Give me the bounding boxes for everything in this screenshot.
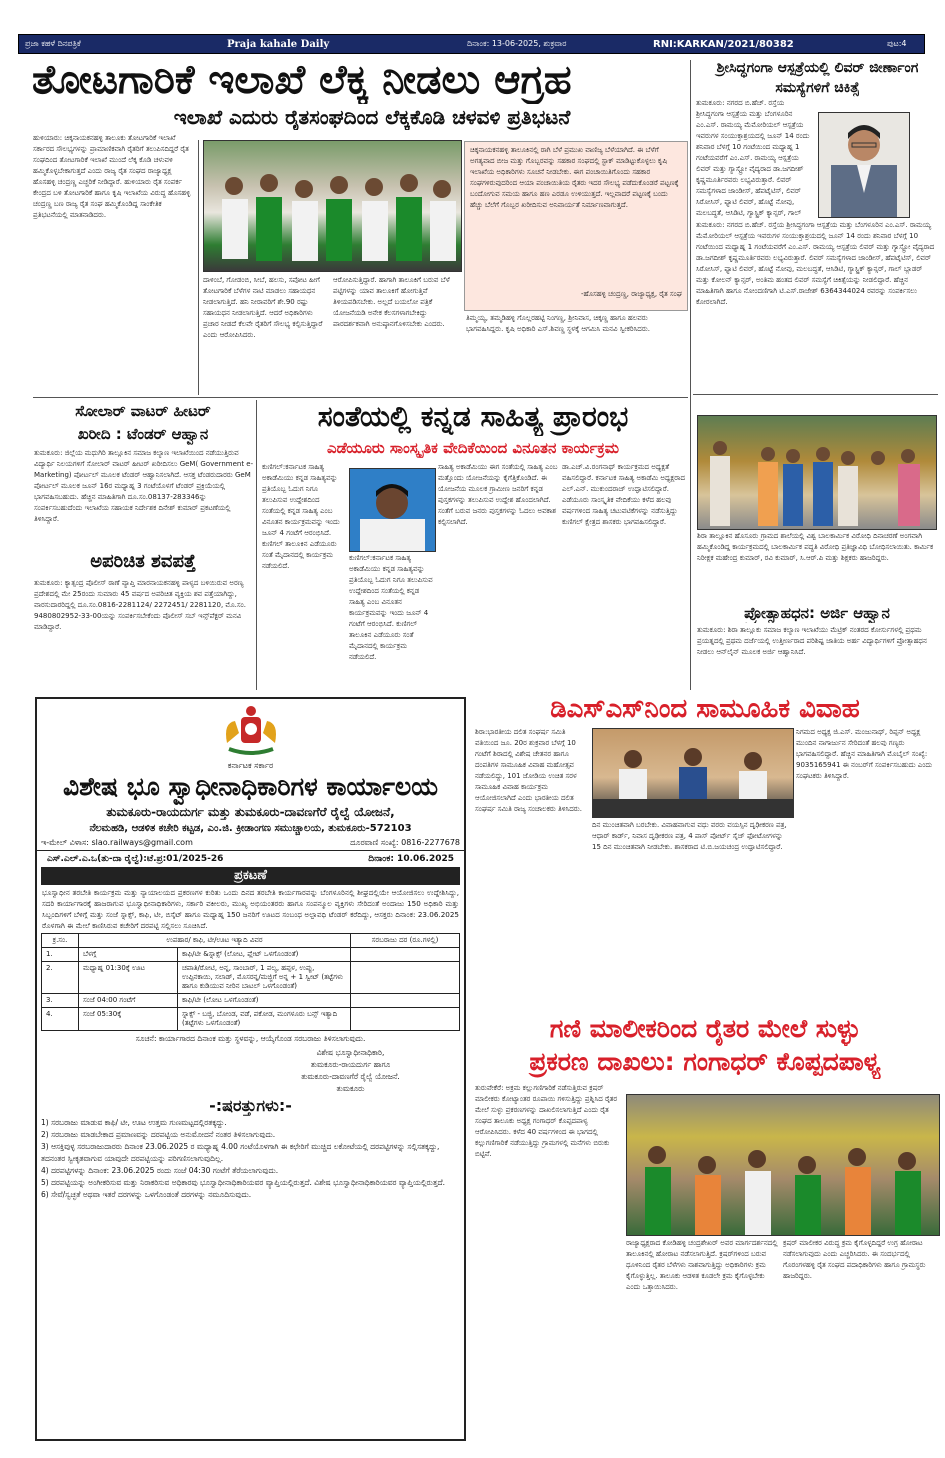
- hospital-body: ತುಮಕೂರು: ನಗರದ ಬಿ.ಹೆಚ್. ರಸ್ತೆಯ ಶ್ರೀಸಿದ್ಧಗಂಗಾ ಆಸ್ಪತ್ರೆಯ ಮತ್ತು ಬೆಂಗಳೂರಿನ ಎಂ.ಎಸ್. ರಾಮಯ್ಯ ಮೆಮೋರಿಯಲ್ ಆಸ್ಪತ್ರೆಯ ಇವರುಗಳ ಸಂಯುಕ್ತಾಶ್ರಯದಲ್ಲಿ ಜೂನ್ 14 ರಂದು ಶನಿವಾರ ಬೆಳಗ್ಗೆ 10 ಗಂಟೆಯಿಂದ ಮಧ್ಯಾಹ್ನ 1 ಗಂಟೆಯವರೆಗೆ ಎಂ.ಎಸ್. ರಾಮಯ್ಯ ಆಸ್ಪತ್ರೆಯ ಲಿವರ್ ಮತ್ತು ಗ್ಯಾಸ್ಟ್ರೋ ವೈದ್ಯರಾದ ಡಾ.ಜಗದೀಶ್ ಕೃಷ್ಣಮೂರ್ತಿರವರು ಲಭ್ಯವಿರುತ್ತಾರೆ. ಲಿವರ್ ಸಮಸ್ಯೆಗಳಾದ ಜಾಂಡೀಸ್, ಹೆಪಟೈಟಿಸ್, ಲಿವರ್ ಸಿರೋಸಿಸ್, ಫ್ಯಾಟಿ ಲಿವರ್, ಹೊಟ್ಟೆ ನೋವು, ಮಲಬದ್ಧತೆ, ಆಸಿಡಿಟಿ, ಗ್ಯಾಸ್ಟ್ರಿಕ್ ಕ್ಯಾನ್ಸರ್, ಗಾಲ್ ಬ್ಲಾಡರ್ ಮತ್ತು ಕೋಲನ್ ಕ್ಯಾನ್ಸರ್, ಅಂತಿಮ ಹಂತದ ಲಿವರ್ ಸಮಸ್ಯೆಗೆ ಚಿಕಿತ್ಸೆಯನ್ನು ನೀಡಲಿದ್ದಾರೆ. ಹೆಚ್ಚಿನ ಮಾಹಿತಿಗಾಗಿ ಹಾಗೂ ನೋಂದಣಿಗಾಗಿ ಟಿ.ಎಸ್.ರಾಜೇಶ್ 6364344024 ರವರನ್ನು ಸಂಪರ್ಕಿಸಲು ಕೋರಲಾಗಿದೆ.: [696, 221, 935, 306]
- kannada-column-2: ಸಾಹಿತ್ಯ ಅಕಾಡೆಮಿಯು ಈಗ ಸಂತೆಯಲ್ಲಿ ಸಾಹಿತ್ಯ ಎಂಬ ಮತ್ತೊಂದು ಯೋಜನೆಯನ್ನು ಕೈಗೆತ್ತಿಕೊಂಡಿದೆ. ಈ ಯೋಜನೆಯ ಮೂಲಕ ಗ್ರಾಮೀಣ ಜನರಿಗೆ ಕನ್ನಡ ಪುಸ್ತಕಗಳನ್ನು ತಲುಪಿಸುವ ಉದ್ದೇಶ ಹೊಂದಲಾಗಿದೆ. ಸಂತೆಗೆ ಬರುವ ಜನರು ಪುಸ್ತಕಗಳನ್ನು ಓದಲು ಅವಕಾಶ ಕಲ್ಪಿಸಲಾಗಿದೆ.: [438, 463, 558, 526]
- press-meet-image: [593, 729, 793, 817]
- office-address: ನೆಲಮಹಡಿ, ಆಡಳಿತ ಕಚೇರಿ ಕಟ್ಟಡ, ಎಂ.ಜಿ. ಕ್ರೀಡಾಂಗಣ ಸಮುಚ್ಚಾಲಯ, ತುಮಕೂರು-572103: [89, 823, 412, 834]
- conditions-list: [37, 1117, 464, 1201]
- header-rate: ಸರಬರಾಜು ದರ (ರೂ.ಗಳಲ್ಲಿ): [351, 934, 460, 948]
- signature-line: ತುಮಕೂರು: [336, 1084, 365, 1093]
- row-item: ಕಾಫಿ/ಟೀ (ಲೋಟ ಒಳಗೊಂಡಂತೆ): [178, 994, 351, 1008]
- govt-name: ಕರ್ನಾಟಕ ಸರ್ಕಾರ: [227, 761, 274, 770]
- table-row: [42, 994, 460, 1008]
- quote-box-signature: -ಹೊಸಹಳ್ಳಿ ಚಂದ್ರಣ್ಣ, ರಾಜ್ಯಾಧ್ಯಕ್ಷ, ರೈತ ಸಂಘ: [580, 290, 682, 298]
- table-header-row: [42, 934, 460, 948]
- mine-column-3: ಕ್ರಷರ್ ಮಾಲೀಕರ ವಿರುದ್ಧ ಕ್ರಮ ಕೈಗೊಳ್ಳದಿದ್ದರೆ ಉಗ್ರ ಹೋರಾಟ ನಡೆಸಲಾಗುವುದು ಎಂದು ಎಚ್ಚರಿಸಿದರು. ಈ ಸಂದರ್ಭದಲ್ಲಿ ಗೊರಂಗಳಹಳ್ಳಿ ರೈತ ಸಂಘದ ಪದಾಧಿಕಾರಿಗಳು ಹಾಗೂ ಗ್ರಾಮಸ್ಥರು ಹಾಜರಿದ್ದರು.: [783, 1239, 926, 1280]
- condition-item: 5) ದರಪಟ್ಟಿಯನ್ನು ಅಂಗೀಕರಿಸುವ ಮತ್ತು ನಿರಾಕರಿಸುವ ಅಧಿಕಾರವು ಭೂಸ್ವಾಧೀನಾಧಿಕಾರಿಯವರ ವ್ಯಾಪ್ತಿಯಲ್ಲಿರುತ್ತದೆ. ವಿಶೇಷ ಭೂಸ್ವಾಧೀನಾಧಿಕಾರಿಯವರ ವ್ಯಾಪ್ತಿಯಲ್ಲಿರುತ್ತದೆ.: [41, 1178, 446, 1187]
- mine-protest-photo: [626, 1094, 940, 1236]
- doctor-portrait-image: [819, 113, 909, 217]
- condition-item: 2) ಸರಬರಾಜು ಮಾಡಬೇಕಾದ ಪ್ರಮಾಣವನ್ನು ದರಪಟ್ಟಿಯ ಅನುಮೋದನೆ ನಂತರ ತಿಳಿಸಲಾಗುವುದು.: [41, 1130, 276, 1139]
- mine-column-1: ತುರುವೇಕೆರೆ: ಅಕ್ರಮ ಕಲ್ಲುಗಣಿಗಾರಿಕೆ ನಡೆಸುತ್ತಿರುವ ಕ್ರಷರ್ ಮಾಲೀಕರು ಕೋಟ್ಯಾಂತರ ರೂಪಾಯಿ ಗಳಿಸುತ್ತಿದ್ದು ಪ್ರಶ್ನಿಸಿದ ರೈತರ ಮೇಲೆ ಸುಳ್ಳು ಪ್ರಕರಣಗಳನ್ನು ದಾಖಲಿಸಲಾಗುತ್ತಿದೆ ಎಂದು ರೈತ ಸಂಘದ ತಾಲೂಕು ಅಧ್ಯಕ್ಷ ಗಂಗಾಧರ್ ಕೊಪ್ಪದಪಾಳ್ಯ ಆರೋಪಿಸಿದರು. ಕಳೆದ 40 ವರ್ಷಗಳಿಂದ ಈ ಭಾಗದಲ್ಲಿ ಕಲ್ಲುಗಣಿಗಾರಿಕೆ ನಡೆಯುತ್ತಿದ್ದು ಗ್ರಾಮಗಳಲ್ಲಿ ಮನೆಗಳು ಬಿರುಕು ಬಿಟ್ಟಿವೆ.: [475, 1084, 618, 1158]
- lead-quote-box: [464, 141, 688, 311]
- table-row: [42, 1008, 460, 1031]
- tender-advertisement: [35, 697, 466, 1441]
- signature-line: ತುಮಕೂರು-ರಾಯದುರ್ಗ ಹಾಗೂ: [310, 1060, 391, 1069]
- speaker-photo: [349, 468, 436, 552]
- quote-box-text: ಚಿಕ್ಕನಾಯಕನಹಳ್ಳಿ ತಾಲೂಕಿನಲ್ಲಿ ರಾಗಿ ಬೆಳೆ ಪ್ರಮುಖ ವಾಣಿಜ್ಯ ಬೆಳೆಯಾಗಿದೆ. ಈ ಬೆಳೆಗೆ ಅಗತ್ಯವಾದ ಬೀಜ ಮತ್ತು ಗೊಬ್ಬರವನ್ನು ಸಹಕಾರ ಸಂಘದಲ್ಲಿ ಸ್ಟಾಕ್ ಮಾಡಿಟ್ಟುಕೊಳ್ಳಲು ಕೃಷಿ ಇಲಾಖೆಯ ಅಧಿಕಾರಿಗಳು ಸೂಚನೆ ನೀಡಬೇಕು. ಈಗ ಪಂಚಾಯಿತಿಗೊಂದು ಸಹಕಾರ ಸಂಘಗಳಿರುವುದರಿಂದ ಆಯಾ ಪಂಚಾಯಿತಿಯ ರೈತರು ಇದರ ಸೌಲಭ್ಯ ಪಡೆದುಕೊಂಡರೆ ಪಟ್ಟಣಕ್ಕೆ ಬಂದೋಗುವ ಸಮಯ ಹಾಗೂ ಹಣ ಎರಡೂ ಉಳಿಯುತ್ತದೆ. ಇಲ್ಲವಾದರೆ ಪಟ್ಟಣಕ್ಕೆ ಬಂದು ಹೆಚ್ಚು ಬೆಲೆಗೆ ಗೊಬ್ಬರ ಖರೀದಿಸುವ ಅನಿವಾರ್ಯತೆ ನಿರ್ಮಾಣವಾಗುತ್ತದೆ.: [470, 146, 679, 209]
- row-item: ಕಾಫಿ/ಟೀ &ಸ್ನಾಕ್ಸ್ (ಲೋಟ, ಪ್ಲೇಟ್ ಒಳಗೊಂಡಂತೆ): [178, 948, 351, 962]
- condition-item: 6) ಸೇವೆ/ಸ್ವಚ್ಛತೆ ಅಥವಾ ಇತರೆ ದರಗಳನ್ನು ಒಳಗೊಂಡಂತೆ ದರಗಳನ್ನು ನಮೂದಿಸುವುದು.: [41, 1190, 252, 1199]
- kannada-column-1: ಕುಣಿಗಲ್:ಕರ್ನಾಟಕ ಸಾಹಿತ್ಯ ಅಕಾಡೆಮಿಯು ಕನ್ನಡ ಸಾಹಿತ್ಯವನ್ನು ಪ್ರತಿಯೊಬ್ಬ ಓದುಗ ನಿಗೂ ತಲುಪಿಸುವ ಉದ್ದೇಶದಿಂದ ಸಂತೆಯಲ್ಲಿ ಕನ್ನಡ ಸಾಹಿತ್ಯ ಎಂಬ ವಿನೂತನ ಕಾರ್ಯಕ್ರಮವನ್ನು ಇಂದು ಜೂನ್ 4 ಗಂಟೆಗೆ ಆರಂಭಿಸಿದೆ. ಕುಣಿಗಲ್ ತಾಲೂಕಿನ ಎಡೆಯೂರು ಸಂತೆ ಮೈದಾನದಲ್ಲಿ ಕಾರ್ಯಕ್ರಮ ನಡೆಯಲಿದೆ.: [262, 463, 340, 570]
- row-rate: [351, 1008, 460, 1031]
- masthead-paper-name: Praja kahale Daily: [227, 38, 330, 50]
- lead-column-3: ಆರೋಪಿಸುತ್ತಿದ್ದಾರೆ. ಹಾಗಾಗಿ ತಾಲೂಕಿಗೆ ಬರುವ ಬೆಳೆ ಪಟ್ಟಿಗಳನ್ನು ಯಾವ ತಾಲೂಕಿಗೆ ಹೋಗುತ್ತಿವೆ ತಿಳಿಯಪಡಿಸಬೇಕು. ಅಲ್ಲದೆ ಬಯಲೋ ಪತ್ರಿಕೆ ಯೋಜನೆಯಡಿ ಅನೇಕ ಕೆಲಸಗಳಾಗಬೇಕಿದ್ದು ಪಾರದರ್ಶಕವಾಗಿ ಅನುಷ್ಠಾನಗೊಳಿಸಬೇಕು ಎಂದರು.: [333, 276, 450, 328]
- doctor-photo: [818, 112, 910, 218]
- mine-headline-line-1: ಗಣಿ ಮಾಲೀಕರಿಂದ ರೈತರ ಮೇಲೆ ಸುಳ್ಳು: [549, 1014, 861, 1043]
- farmers-protest-image: [627, 1095, 939, 1235]
- kannada-headline: ಸಂತೆಯಲ್ಲಿ ಕನ್ನಡ ಸಾಹಿತ್ಯ ಪ್ರಾರಂಭ: [317, 400, 629, 433]
- speaker-portrait-image: [350, 469, 435, 551]
- signature-line: ತುಮಕೂರು-ದಾವಣಗೆರೆ ರೈಲ್ವೆ ಯೋಜನೆ.: [301, 1072, 400, 1081]
- office-phone: ದೂರವಾಣಿ ಸಂಖ್ಯೆ: 0816-2277678: [350, 838, 460, 847]
- kannada-subheadline: ಎಡೆಯೂರು ಸಾಂಸ್ಕೃತಿಕ ವೇದಿಕೆಯಿಂದ ವಿನೂತನ ಕಾರ್ಯಕ್ರಮ: [326, 439, 620, 457]
- mine-column-2: ರಾಜ್ಯಾಧ್ಯಕ್ಷರಾದ ಕೋಡಿಹಳ್ಳಿ ಚಂದ್ರಶೇಖರ್ ಅವರ ಮಾರ್ಗದರ್ಶನದಲ್ಲಿ ತಾಲೂಕಿನಲ್ಲಿ ಹೋರಾಟ ನಡೆಸಲಾಗುತ್ತಿದೆ. ಕ್ರಷರ್‌ಗಳಿಂದ ಬರುವ ಧೂಳಿನಿಂದ ರೈತರ ಬೆಳೆಗಳು ನಾಶವಾಗುತ್ತಿದ್ದು ಅಧಿಕಾರಿಗಳು ಕ್ರಮ ಕೈಗೊಳ್ಳುತ್ತಿಲ್ಲ. ತಾಲೂಕು ಆಡಳಿತ ಕೂಡಲೇ ಕ್ರಮ ಕೈಗೊಳ್ಳಬೇಕು ಎಂದು ಒತ್ತಾಯಿಸಿದರು.: [626, 1239, 778, 1291]
- masthead-rni: RNI:KARKAN/2021/80382: [653, 38, 794, 50]
- solar-body: ತುಮಕೂರು: ಜಿಲ್ಲೆಯ ಮಧುಗಿರಿ ತಾಲ್ಲೂಕಿನ ಸಮಾಜ ಕಲ್ಯಾಣ ಇಲಾಖೆಯಿಂದ ನಡೆಯುತ್ತಿರುವ ವಿದ್ಯಾರ್ಥಿ ನಿಲಯಗಳಿಗೆ ಸೋಲಾರ್ ವಾಟರ್ ಹೀಟರ್ ಖರೀದಿಸಲು GeM( Government e-Marketing) ಪೋರ್ಟಲ್ ಮೂಲಕ ಟೆಂಡರ್ ಆಹ್ವಾನಿಸಲಾಗಿದೆ. ಆಸಕ್ತ ಟೆಂಡರುದಾರರು GeM ಪೋರ್ಟಲ್ ಮೂಲಕ ಜೂನ್ 16ರ ಮಧ್ಯಾಹ್ನ 3 ಗಂಟೆಯೊಳಗೆ ಟೆಂಡರ್ ಪ್ರಕ್ರಿಯೆಯಲ್ಲಿ ಭಾಗವಹಿಸಬಹುದು. ಹೆಚ್ಚಿನ ಮಾಹಿತಿಗಾಗಿ ದೂ.ಸಂ.08137-283346ನ್ನು ಸಂಪರ್ಕಿಸಬಹುದೆಂದು ಇಲಾಖೆಯ ಸಹಾಯಕ ನಿರ್ದೇಶಕ ದಿನೇಶ್ ಕುಮಾರ್ ಪ್ರಕಟಣೆಯಲ್ಲಿ ತಿಳಿಸಿದ್ದಾರೆ.: [34, 449, 254, 523]
- kannada-column-1-cont: ಕುಣಿಗಲ್:ಕರ್ನಾಟಕ ಸಾಹಿತ್ಯ ಅಕಾಡೆಮಿಯು ಕನ್ನಡ ಸಾಹಿತ್ಯವನ್ನು ಪ್ರತಿಯೊಬ್ಬ ಓದುಗ ನಿಗೂ ತಲುಪಿಸುವ ಉದ್ದೇಶದಿಂದ ಸಂತೆಯಲ್ಲಿ ಕನ್ನಡ ಸಾಹಿತ್ಯ ಎಂಬ ವಿನೂತನ ಕಾರ್ಯಕ್ರಮವನ್ನು ಇಂದು ಜೂನ್ 4 ಗಂಟೆಗೆ ಆರಂಭಿಸಿದೆ. ಕುಣಿಗಲ್ ತಾಲೂಕಿನ ಎಡೆಯೂರು ಸಂತೆ ಮೈದಾನದಲ್ಲಿ ಕಾರ್ಯಕ್ರಮ ನಡೆಯಲಿದೆ.: [349, 554, 433, 661]
- unknown-body-text: ತುಮಕೂರು: ಕ್ಯಾತ್ಸಂದ್ರ ಪೊಲೀಸ್ ಠಾಣೆ ವ್ಯಾಪ್ತಿ ಮಾರನಾಯಕನಹಳ್ಳಿ ಪಾಳ್ಯದ ಬಳಿಯಿರುವ ಅರಣ್ಯ ಪ್ರದೇಶದಲ್ಲಿ ಮೇ 25ರಂದು ಸುಮಾರು 45 ವರ್ಷದ ಅಪರಿಚಿತ ವ್ಯಕ್ತಿಯ ಶವ ಪತ್ತೆಯಾಗಿದ್ದು, ವಾರಸುದಾರರಿದ್ದಲ್ಲಿ ದೂ.ಸಂ.0816-2281124/ 2272451/ 2281120, ಮೊ.ಸಂ. 9480802952-33-00ಯನ್ನು ಸಂಪರ್ಕಿಸಬೇಕೆಂದು ಪೊಲೀಸ್ ಸಬ್ ಇನ್ಸ್‌ಪೆಕ್ಟರ್ ಮನವಿ ಮಾಡಿದ್ದಾರೆ.: [34, 579, 246, 631]
- hospital-headline: ಶ್ರೀಸಿದ್ಧಗಂಗಾ ಆಸ್ಪತ್ರೆಯಲ್ಲಿ ಲಿವರ್ ಜೀರ್ಣಾಂಗ ಸಮಸ್ಯೆಗಳಿಗೆ ಚಿಕಿತ್ಸೆ: [716, 60, 919, 96]
- masthead-bar: [18, 34, 925, 54]
- masthead-page-number: ಪುಟ:4: [887, 39, 907, 48]
- condition-item: 1) ಸರಬರಾಜು ಮಾಡುವ ಕಾಫಿ/ ಟೀ, ಊಟ ಉತ್ತಮ ಗುಣಮಟ್ಟದಲ್ಲಿರತಕ್ಕದ್ದು.: [41, 1118, 227, 1127]
- scholarship-headline: ಪ್ರೋತ್ಸಾಹಧನ: ಅರ್ಜಿ ಆಹ್ವಾನ: [744, 604, 890, 622]
- kannada-column-3: ಡಾ.ಎಚ್.ವಿ.ರಂಗನಾಥ್ ಕಾರ್ಯಕ್ರಮದ ಅಧ್ಯಕ್ಷತೆ ವಹಿಸಲಿದ್ದಾರೆ. ಕರ್ನಾಟಕ ಸಾಹಿತ್ಯ ಅಕಾಡೆಮಿ ಅಧ್ಯಕ್ಷರಾದ ಎಲ್.ಎನ್. ಮುಕುಂದರಾಜ್ ಉದ್ಘಾಟಿಸಲಿದ್ದಾರೆ. ಎಡೆಯೂರು ಸಾಂಸ್ಕೃತಿಕ ವೇದಿಕೆಯು ಕಳೆದ ಹಲವು ವರ್ಷಗಳಿಂದ ಸಾಹಿತ್ಯ ಚಟುವಟಿಕೆಗಳನ್ನು ನಡೆಸುತ್ತಿದ್ದು ಕುಣಿಗಲ್ ಕ್ಷೇತ್ರದ ಶಾಸಕರು ಭಾಗವಹಿಸಲಿದ್ದಾರೆ.: [562, 463, 686, 526]
- notice-note: ಸೂಚನೆ: ಕಾರ್ಯಾಗಾರದ ದಿನಾಂಕ ಮತ್ತು ಸ್ಥಳವನ್ನು, ಆಯ್ಕೆಗೊಂಡ ಸರಬರಾಜು ತಿಳಿಸಲಾಗುವುದು.: [135, 1034, 366, 1043]
- masthead-paper-name-kannada: ಪ್ರಜಾ ಕಹಳೆ ದಿನಪತ್ರಿಕೆ: [25, 39, 81, 48]
- signature-line: ವಿಶೇಷ ಭೂಸ್ವಾಧೀನಾಧಿಕಾರಿ,: [316, 1048, 385, 1057]
- protesters-image: [204, 141, 461, 271]
- table-row: [42, 948, 460, 962]
- header-description: ಉಪಹಾರ/ ಕಾಫಿ, ಟೀ/ಊಟ ಇತ್ಯಾದಿ ವಿವರ: [79, 934, 351, 948]
- dss-column-1: ಶಿರಾ:ಭಾರತೀಯ ದಲಿತ ಸಂಘರ್ಷ ಸಮಿತಿ ವತಿಯಿಂದ ಜೂ. 20ರ ಶುಕ್ರವಾರ ಬೆಳಗ್ಗೆ 10 ಗಂಟೆಗೆ ಶಿರಾದಲ್ಲಿ ವಿಶೇಷ ಚೇತನರ ಹಾಗೂ ದಂಪತಿಗಳ ಸಾಮೂಹಿಕ ವಿವಾಹ ಮಹೋತ್ಸವ ನಡೆಯಲಿದ್ದು, 101 ಜೋಡಿಯ ಉಚಿತ ಸರಳ ಸಾಮೂಹಿಕ ವಿವಾಹ ಕಾರ್ಯಕ್ರಮ ಆಯೋಜಿಸಲಾಗಿದೆ ಎಂದು ಭಾರತೀಯ ದಲಿತ ಸಂಘರ್ಷ ಸಮಿತಿ ರಾಜ್ಯ ಸಂಚಾಲಕರು ತಿಳಿಸಿದರು.: [475, 728, 582, 813]
- dss-column-2: ದಿನ ಮುಂಚಿತವಾಗಿ ಬರಬೇಕು. ವಿವಾಹವಾಗುವ ವಧು ವರರು ವಯಸ್ಸಿನ ದೃಢೀಕರಣ ಪತ್ರ, ಆಧಾರ್ ಕಾರ್ಡ್, ನಿವಾಸ ದೃಢೀಕರಣ ಪತ್ರ, 4 ಪಾಸ್ ಪೋರ್ಟ್ ಸೈಜ್ ಫೋಟೋಗಳನ್ನು 15 ದಿನ ಮುಂಚಿತವಾಗಿ ನೀಡಬೇಕು. ಶಾಸಕರಾದ ಟಿ.ಬಿ.ಜಯಚಂದ್ರ ಉದ್ಘಾಟಿಸಲಿದ್ದಾರೆ.: [592, 821, 787, 851]
- masthead-date: ದಿನಾಂಕ: 13-06-2025, ಶುಕ್ರವಾರ: [467, 39, 567, 48]
- lead-column-2: ದಾಳಿಂಬೆ, ಗೋಡಂಬಿ, ಸೀಬೆ, ಹಲಸು, ಸಪೋಟ ಹೀಗೆ ತೋಟಗಾರಿಕೆ ಬೆಳೆಗಳ ನಾಟಿ ಮಾಡಲು ಸಹಾಯಧನ ನೀಡಲಾಗುತ್ತಿದೆ. ಹನಿ ನೀರಾವರಿಗೆ ಶೇ.90 ರಷ್ಟು ಸಹಾಯಧನ ನೀಡಲಾಗುತ್ತಿದೆ. ಆದರೆ ಅಧಿಕಾರಿಗಳು ಪ್ರಚಾರ ನೀಡದೆ ಕೆಲವೇ ರೈತರಿಗೆ ಸೌಲಭ್ಯ ಕಲ್ಪಿಸುತ್ತಿದ್ದಾರೆ ಎಂದು ಆರೋಪಿಸಿದರು.: [203, 276, 323, 339]
- conditions-title: -:ಷರತ್ತುಗಳು:-: [209, 1096, 292, 1115]
- dss-press-photo: [592, 728, 794, 818]
- notice-banner: ಪ್ರಕಟಣೆ: [41, 867, 460, 885]
- row-serial: 2.: [42, 962, 79, 994]
- solar-headline-line-1: ಸೋಲಾರ್ ವಾಟರ್ ಹೀಟರ್: [75, 402, 211, 420]
- tender-table: [41, 933, 460, 1031]
- hospital-body-top: ತುಮಕೂರು: ನಗರದ ಬಿ.ಹೆಚ್. ರಸ್ತೆಯ ಶ್ರೀಸಿದ್ಧಗಂಗಾ ಆಸ್ಪತ್ರೆಯ ಮತ್ತು ಬೆಂಗಳೂರಿನ ಎಂ.ಎಸ್. ರಾಮಯ್ಯ ಮೆಮೋರಿಯಲ್ ಆಸ್ಪತ್ರೆಯ ಇವರುಗಳ ಸಂಯುಕ್ತಾಶ್ರಯದಲ್ಲಿ ಜೂನ್ 14 ರಂದು ಶನಿವಾರ ಬೆಳಗ್ಗೆ 10 ಗಂಟೆಯಿಂದ ಮಧ್ಯಾಹ್ನ 1 ಗಂಟೆಯವರೆಗೆ ಎಂ.ಎಸ್. ರಾಮಯ್ಯ ಆಸ್ಪತ್ರೆಯ ಲಿವರ್ ಮತ್ತು ಗ್ಯಾಸ್ಟ್ರೋ ವೈದ್ಯರಾದ ಡಾ.ಜಗದೀಶ್ ಕೃಷ್ಣಮೂರ್ತಿರವರು ಲಭ್ಯವಿರುತ್ತಾರೆ. ಲಿವರ್ ಸಮಸ್ಯೆಗಳಾದ ಜಾಂಡೀಸ್, ಹೆಪಟೈಟಿಸ್, ಲಿವರ್ ಸಿರೋಸಿಸ್, ಫ್ಯಾಟಿ ಲಿವರ್, ಹೊಟ್ಟೆ ನೋವು, ಮಲಬದ್ಧತೆ, ಆಸಿಡಿಟಿ, ಗ್ಯಾಸ್ಟ್ರಿಕ್ ಕ್ಯಾನ್ಸರ್, ಗಾಲ್: [696, 99, 810, 217]
- solar-headline-line-2: ಖರೀದಿ : ಟೆಂಡರ್ ಆಹ್ವಾನ: [77, 425, 209, 443]
- pledge-photo-caption: ಶಿರಾ ತಾಲ್ಲೂಕಿನ ಹೊಸೂರು ಗ್ರಾಮದ ಶಾಲೆಯಲ್ಲಿ ವಿಶ್ವ ಬಾಲಕಾರ್ಮಿಕ ವಿರೋಧಿ ದಿನಾಚರಣೆ ಅಂಗವಾಗಿ ಹಮ್ಮಿಕೊಂಡಿದ್ದ ಕಾರ್ಯಕ್ರಮದಲ್ಲಿ ಬಾಲಕಾರ್ಮಿಕ ಪದ್ಧತಿ ವಿರೋಧಿ ಪ್ರತಿಜ್ಞಾವಿಧಿ ಬೋಧಿಸಲಾಯಿತು. ಕಾರ್ಮಿಕ ನಿರೀಕ್ಷಕ ಮಹೇಂದ್ರ ಕುಮಾರ್, ರವಿ ಕುಮಾರ್, ಸಿ.ಆರ್.ಪಿ ಮತ್ತು ಶಿಕ್ಷಕರು ಹಾಜರಿದ್ದರು.: [697, 532, 934, 562]
- row-time: ಸಂಜೆ 04:00 ಗಂಟೆಗೆ: [79, 994, 178, 1008]
- dss-column-3: ನಿಗಮದ ಅಧ್ಯಕ್ಷ ಜಿ.ಎಸ್. ಮಂಜುನಾಥ್, ರಿಪ್ಪನ್ ಅಧ್ಯಕ್ಷ ಮುಂದಿನ ನಾಗಾರ್ಜುನ ಸೇರಿದಂತೆ ಹಲವು ಗಣ್ಯರು ಭಾಗವಹಿಸಲಿದ್ದಾರೆ. ಹೆಚ್ಚಿನ ಮಾಹಿತಿಗಾಗಿ ಮೊಬೈಲ್ ಸಂಖ್ಯೆ: 9035165941 ಈ ನಂಬರ್‌ಗೆ ಸಂಪರ್ಕಿಸಬಹುದು ಎಂದು ಸಂಘಟಕರು ತಿಳಿಸಿದ್ದಾರೆ.: [796, 728, 933, 780]
- lead-column-4: ತಿಮ್ಮಯ್ಯ, ತಮ್ಮಡಿಹಳ್ಳಿ ಗೊಲ್ಲರಹಟ್ಟಿ ನಿಂಗಣ್ಣ, ಶ್ರೀನಿವಾಸ, ಚಿಕ್ಕಣ್ಣ ಹಾಗೂ ಹಲವರು ಭಾಗವಹಿಸಿದ್ದರು. ಕೃಷಿ ಅಧಿಕಾರಿ ಎಸ್.ಶಿವಣ್ಣ ಸ್ಥಳಕ್ಕೆ ಆಗಮಿಸಿ ಮನವಿ ಸ್ವೀಕರಿಸಿದರು.: [466, 314, 650, 333]
- unknown-body-headline: ಅಪರಿಚಿತ ಶವಪತ್ತೆ: [90, 551, 196, 572]
- signature-block: [237, 1047, 464, 1095]
- row-serial: 4.: [42, 1008, 79, 1031]
- scholarship-body: ತುಮಕೂರು: ಶಿರಾ ತಾಲ್ಲೂಕು ಸಮಾಜ ಕಲ್ಯಾಣ ಇಲಾಖೆಯು ಮೆಟ್ರಿಕ್ ನಂತರದ ಕೋರ್ಸುಗಳಲ್ಲಿ ಪ್ರಥಮ ಪ್ರಯತ್ನದಲ್ಲಿ ಪ್ರಥಮ ದರ್ಜೆಯಲ್ಲಿ ಉತ್ತೀರ್ಣರಾದ ಪರಿಶಿಷ್ಟ ಜಾತಿಯ ಅರ್ಹ ವಿದ್ಯಾರ್ಥಿಗಳಿಗೆ ಪ್ರೋತ್ಸಾಹಧನ ನೀಡಲು ಆನ್‌ಲೈನ್ ಮೂಲಕ ಅರ್ಜಿ ಆಹ್ವಾನಿಸಿದೆ.: [697, 626, 927, 656]
- condition-item: 4) ದರಪಟ್ಟಿಗಳನ್ನು ದಿನಾಂಕ: 23.06.2025 ರಂದು ಸಂಜೆ 04:30 ಗಂಟೆಗೆ ತೆರೆಯಲಾಗುವುದು.: [41, 1166, 279, 1175]
- project-name: ತುಮಕೂರು-ರಾಯದುರ್ಗ ಮತ್ತು ತುಮಕೂರು-ದಾವಣಗೆರೆ ರೈಲ್ವೆ ಯೋಜನೆ,: [106, 805, 395, 819]
- row-rate: [351, 948, 460, 962]
- header-serial: ಕ್ರ.ಸಂ.: [42, 934, 79, 948]
- office-title: ವಿಶೇಷ ಭೂ ಸ್ವಾಧೀನಾಧಿಕಾರಿಗಳ ಕಾರ್ಯಾಲಯ: [63, 772, 438, 801]
- office-email[interactable]: ಇ-ಮೇಲ್ ವಿಳಾಸ: slao.railways@gmail.com: [41, 838, 193, 847]
- row-rate: [351, 994, 460, 1008]
- mine-headline-line-2: ಪ್ರಕರಣ ದಾಖಲು: ಗಂಗಾಧರ್ ಕೊಪ್ಪದಪಾಳ್ಯ: [529, 1047, 881, 1076]
- pledge-photo: [697, 415, 937, 530]
- state-emblem-icon: [221, 703, 281, 757]
- people-taking-pledge-image: [698, 416, 936, 529]
- row-item: ಚಪಾತಿ/ರೋಟಿ, ಅನ್ನ, ಸಾಂಬಾರ್, 1 ಪಲ್ಯ, ಹಪ್ಪಳ, ಉಪ್ಪು, ಉಪ್ಪಿನಕಾಯಿ, ಸಲಾಡ್, ಮೊಸರನ್ನ/ಮಜ್ಜಿಗೆ ಅನ್ನ + 1 ಸ್ವೀಟ್ (ತಟ್ಟೆಗಳು ಹಾಗೂ ಕುಡಿಯುವ ನೀರಿನ ಬಾಟಲ್ ಒಳಗೊಂಡಂತೆ): [178, 962, 351, 994]
- row-serial: 3.: [42, 994, 79, 1008]
- row-time: ಮಧ್ಯಾಹ್ನ 01:30ಕ್ಕೆ ಊಟ: [79, 962, 178, 994]
- lead-photo-protest: [203, 140, 462, 272]
- table-row: [42, 962, 460, 994]
- row-time: ಸಂಜೆ 05:30ಕ್ಕೆ: [79, 1008, 178, 1031]
- dss-headline: ಡಿಎಸ್‌ಎಸ್‌ನಿಂದ ಸಾಮೂಹಿಕ ವಿವಾಹ: [550, 694, 860, 724]
- karnataka-emblem: [37, 699, 464, 771]
- lead-subheadline: ಇಲಾಖೆ ಎದುರು ರೈತಸಂಘದಿಂದ ಲೆಕ್ಕಕೊಡಿ ಚಳವಳಿ ಪ್ರತಿಭಟನೆ: [173, 105, 571, 129]
- condition-item: 3) ಆಸಕ್ತಿವುಳ್ಳ ಸರಬರಾಜುದಾರರು ದಿನಾಂಕ 23.06.2025 ರ ಮಧ್ಯಾಹ್ನ 4.00 ಗಂಟೆಯೊಳಗಾಗಿ ಈ ಕಛೇರಿಗೆ ಮುಚ್ಚಿದ ಲಕೋಟೆಯಲ್ಲಿ ದರಪಟ್ಟಿಗಳನ್ನು ಸಲ್ಲಿಸತಕ್ಕದ್ದು, ತದನಂತರ ಸ್ವೀಕೃತವಾಗುವ ಯಾವುದೇ ದರಪಟ್ಟಿಯನ್ನು ಪರಿಗಣಿಸಲಾಗುವುದಿಲ್ಲ.: [41, 1142, 440, 1163]
- row-rate: [351, 962, 460, 994]
- row-item: ಸ್ನಾಕ್ಸ್ - ಬಜ್ಜಿ, ಬೋಂಡ, ವಡೆ, ಪಕೋಡ, ಮಂಗಳೂರು ಬನ್ಸ್ ಇತ್ಯಾದಿ (ತಟ್ಟೆಗಳು ಒಳಗೊಂಡಂತೆ): [178, 1008, 351, 1031]
- lead-headline: ತೋಟಗಾರಿಕೆ ಇಲಾಖೆ ಲೆಕ್ಕ ನೀಡಲು ಆಗ್ರಹ: [32, 57, 572, 103]
- reference-number: ಎಸ್.ಎಲ್.ಎ.ಒ(ತು-ದಾ ರೈಲ್ವೆ):ಟೆ.ಪ್ರ:01/2025-26: [47, 854, 224, 864]
- lead-column-1: ಹುಳಿಯಾರು: ಚಿಕ್ಕನಾಯಕನಹಳ್ಳಿ ತಾಲೂಕು ತೋಟಗಾರಿಕೆ ಇಲಾಖೆ ಸರ್ಕಾರದ ಸೌಲಭ್ಯಗಳನ್ನು ಪ್ರಾಮಾಣಿಕವಾಗಿ ರೈತರಿಗೆ ತಲುಪಿಸದಿದ್ದರೆ ರೈತ ಸಂಘದಿಂದ ತೋಟಗಾರಿಕೆ ಇಲಾಖೆ ಮುಂದೆ ಲೆಕ್ಕ ಕೊಡಿ ಚಳುವಳಿ ಹಮ್ಮಿಕೊಳ್ಳಬೇಕಾಗುತ್ತದೆ ಎಂದು ರಾಜ್ಯ ರೈತ ಸಂಘದ ರಾಜ್ಯಾಧ್ಯಕ್ಷ ಹೊಸಹಳ್ಳಿ ಚಂದ್ರಣ್ಣ ಎಚ್ಚರಿಕೆ ನೀಡಿದ್ದಾರೆ. ಹುಳಿಯಾರು ರೈತ ಸಂಪರ್ಕ ಕೇಂದ್ರದ ಬಳಿ ತೋಟಗಾರಿಕೆ ಹಾಗೂ ಕೃಷಿ ಇಲಾಖೆಯ ವಿರುದ್ಧ ಹೊಸಹಳ್ಳಿ ಚಂದ್ರಣ್ಣ ಬಣ ರಾಜ್ಯ ರೈತ ಸಂಘ ಹಮ್ಮಿಕೊಂಡಿದ್ದ ಸಾಂಕೇತಿಕ ಪ್ರತಿಭಟನೆಯಲ್ಲಿ ಮಾತನಾಡಿದರು.: [33, 134, 191, 219]
- notice-intro: ಭೂಸ್ವಾಧೀನ ತರಬೇತಿ ಕಾರ್ಯಕ್ರಮ ಮತ್ತು ನ್ಯಾಯಾಲಯದ ಪ್ರಕರಣಗಳ ಕುರಿತು ಒಂದು ದಿನದ ತರಬೇತಿ ಕಾರ್ಯಗಾರವನ್ನು ಬೆಂಗಳೂರಿನಲ್ಲಿ ಶೀಘ್ರದಲ್ಲಿಯೇ ಆಯೋಜಿಸಲು ಉದ್ದೇಶಿಸಿದ್ದು, ಸದರಿ ಕಾರ್ಯಾಗಾರಕ್ಕೆ ಹಾಜರಾಗುವ ಭೂಸ್ವಾಧೀನಾಧಿಕಾರಿಗಳು, ಸರ್ಕಾರಿ ವಕೀಲರು, ಮುಖ್ಯ ಅಭಿಯಂತರರು ಹಾಗೂ ಸಂಪನ್ಮೂಲ ವ್ಯಕ್ತಿಗಳು ಸೇರಿದಂತೆ ಅಂದಾಜು 150 ಅಧಿಕಾರಿ ಮತ್ತು ಸಿಬ್ಬಂದಿಗಳಿಗೆ ಬೆಳಿಗ್ಗೆ ಮತ್ತು ಸಂಜೆ ಸ್ನಾಕ್ಸ್, ಕಾಫಿ, ಟೀ, ಬಿಸ್ಕೆಟ್ ಹಾಗೂ ಮಧ್ಯಾಹ್ನ 150 ಜನರಿಗೆ ಊಟದ ಸಂಬಂಧ ಅಲ್ಪಾವಧಿ ಟೆಂಡರ್ ಕರೆದಿದ್ದು, ಆಸಕ್ತರು ದಿನಾಂಕ: 23.06.2025 ರೊಳಗಾಗಿ ಈ ಮೇಲೆ ಕಾಣಿಸಿರುವ ಕಚೇರಿಗೆ ದರಪಟ್ಟಿ ಸಲ್ಲಿಸಲು ಸೂಚಿಸಿದೆ.: [42, 888, 459, 930]
- notice-date: ದಿನಾಂಕ: 10.06.2025: [368, 854, 454, 864]
- row-serial: 1.: [42, 948, 79, 962]
- row-time: ಬೆಳಗ್ಗೆ: [79, 948, 178, 962]
